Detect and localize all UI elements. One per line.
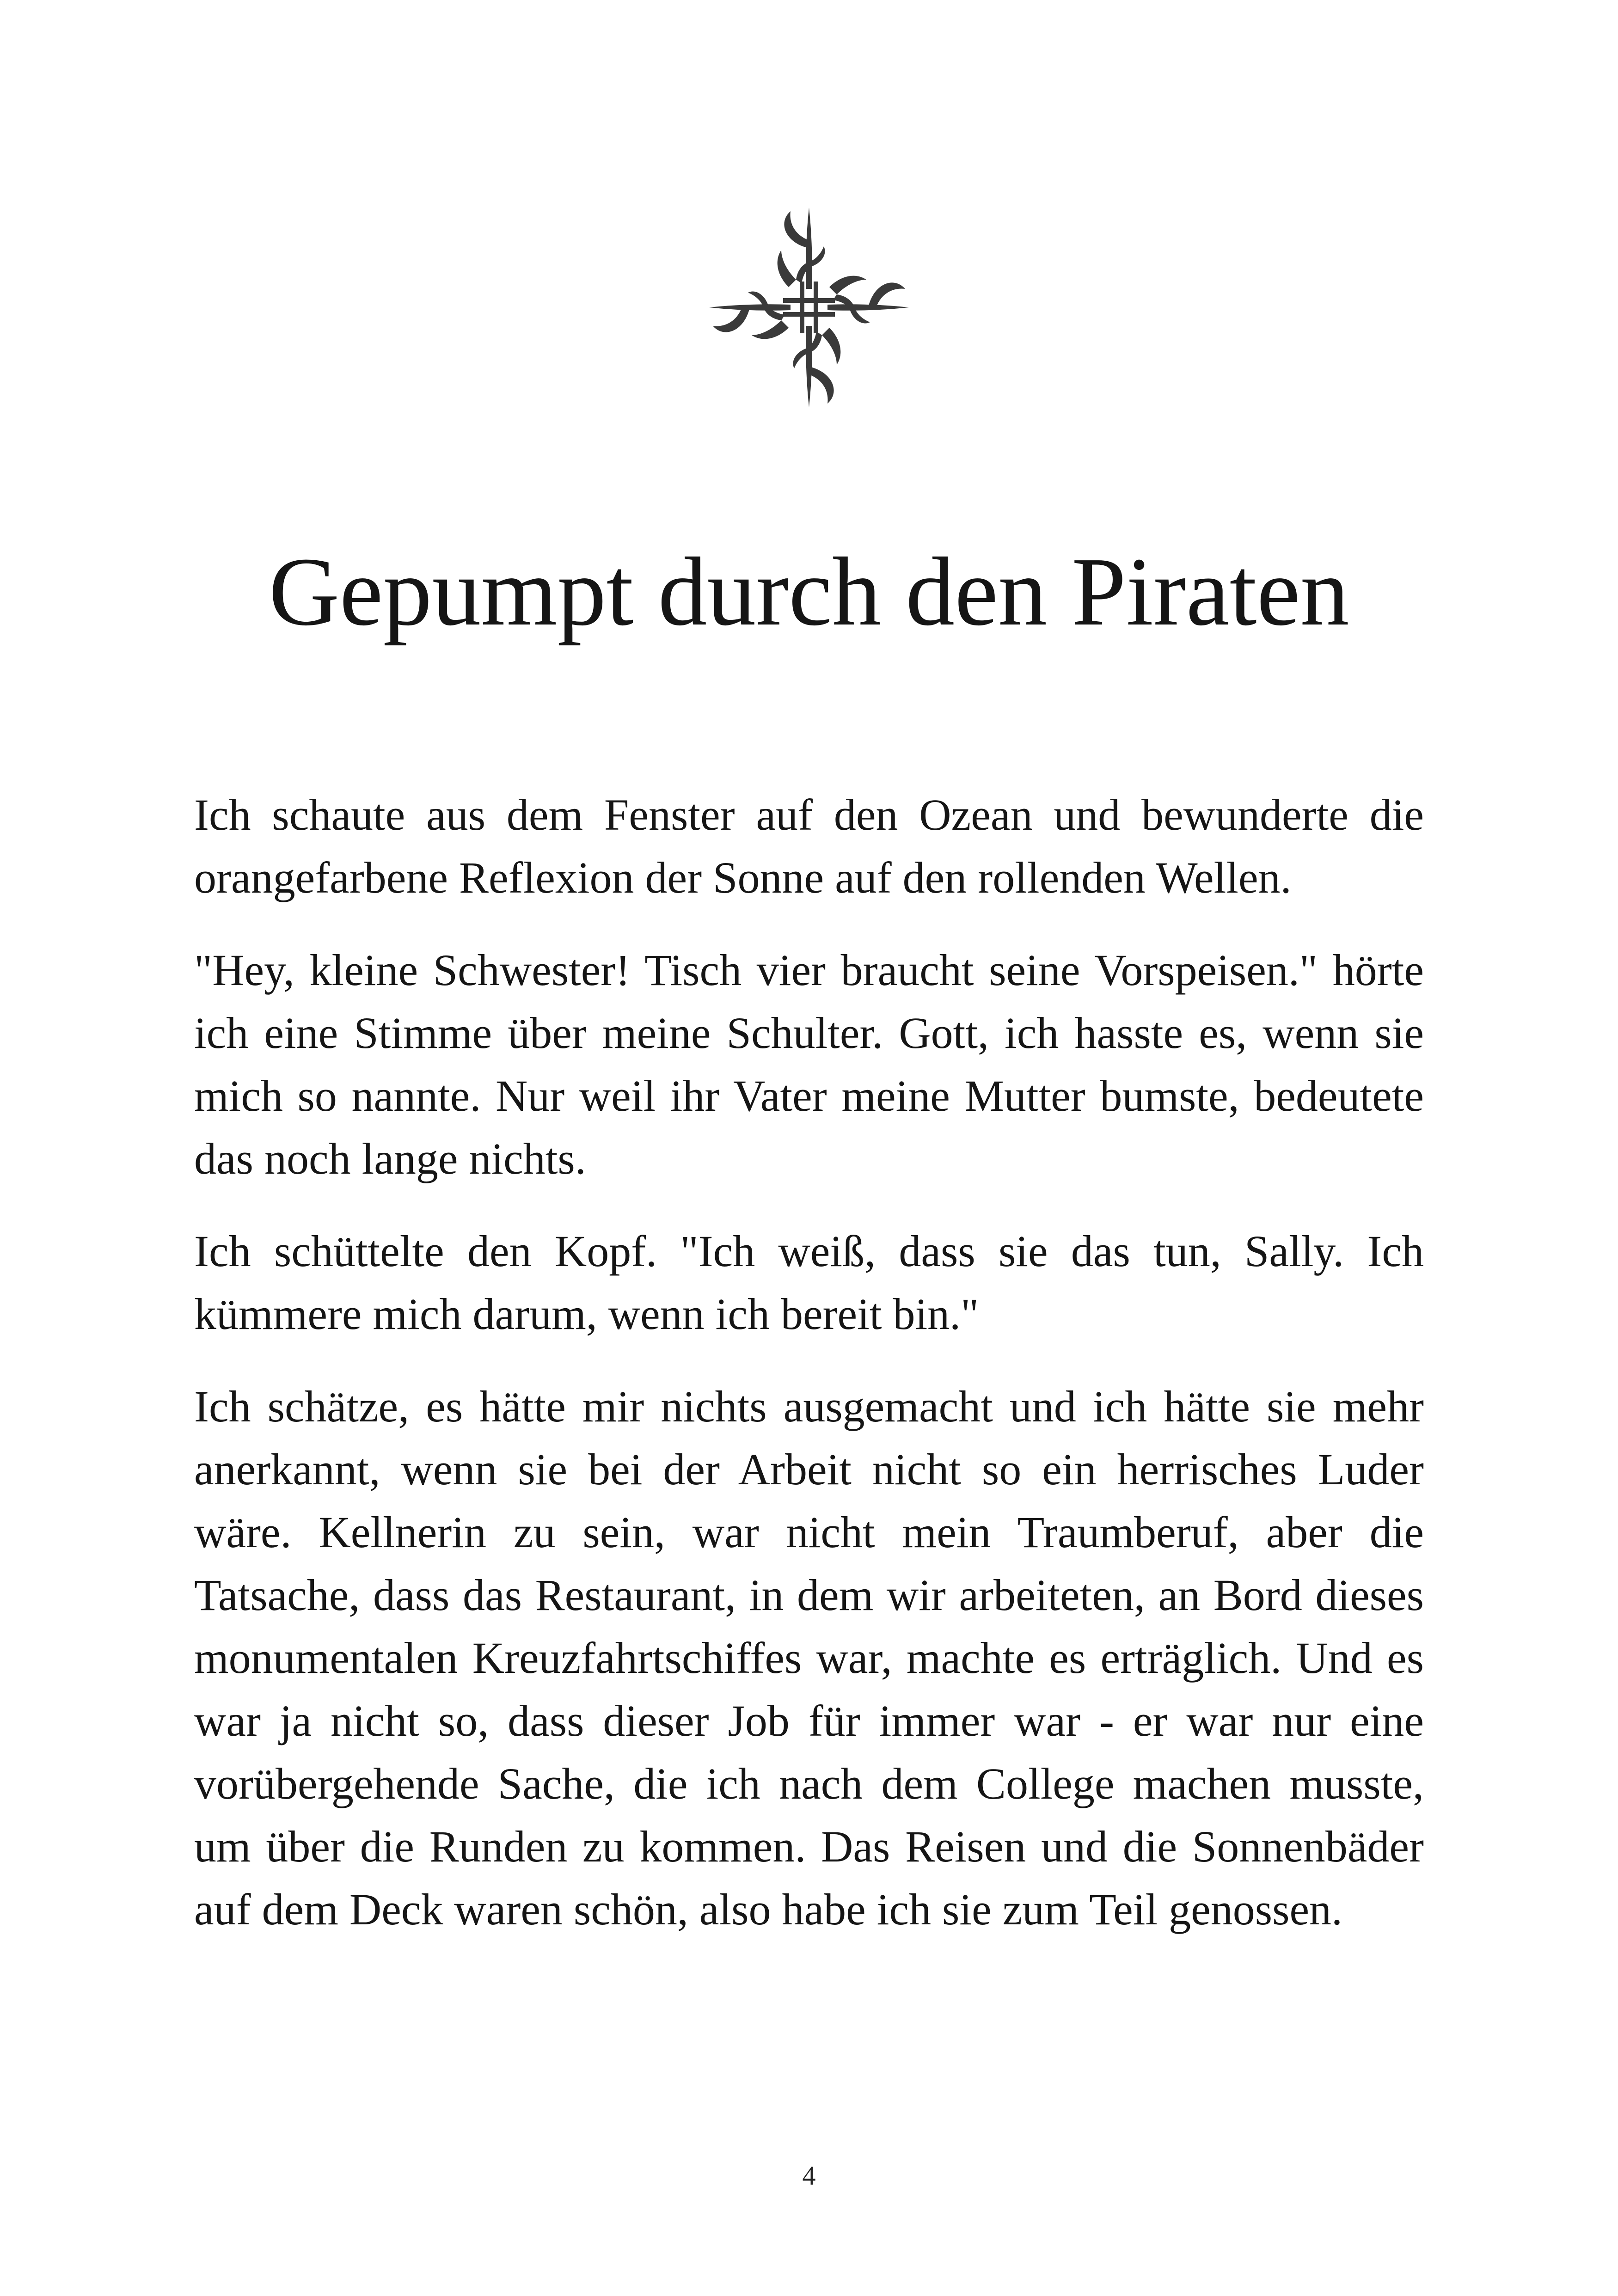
chapter-title: Gepumpt durch den Piraten <box>269 537 1349 646</box>
floral-cross-ornament-icon <box>707 203 911 411</box>
chapter-body <box>194 784 1424 1971</box>
paragraph: Ich schaute aus dem Fenster auf den Ozean und bewunderte die orangefarbene Reflexion der Sonne auf den rollenden Wellen. <box>194 790 1424 902</box>
paragraph: "Hey, kleine Schwester! Tisch vier braucht seine Vorspeisen." hörte ich eine Stimme über meine Schulter. Gott, ich hasste es, wenn sie mich so nannte. Nur weil ihr Vater meine Mutter bumste, bedeutete das noch lange nichts. <box>194 945 1424 1183</box>
page-number: 4 <box>802 2161 816 2191</box>
paragraph: Ich schätze, es hätte mir nichts ausgemacht und ich hätte sie mehr anerkannt, wenn sie bei der Arbeit nicht so ein herrisches Luder wäre. Kellnerin zu sein, war nicht mein Traumberuf, aber die Tatsache, dass das Restaurant, in dem wir arbeiteten, an Bord dieses monumentalen Kreuzfahrtschiffes war, machte es erträglich. Und es war ja nicht so, dass dieser Job für immer war - er war nur eine vorübergehende Sache, die ich nach dem College machen musste, um über die Runden zu kommen. Das Reisen und die Sonnenbäder auf dem Deck waren schön, also habe ich sie zum Teil genossen. <box>194 1382 1424 1934</box>
paragraph: Ich schüttelte den Kopf. "Ich weiß, dass sie das tun, Sally. Ich kümmere mich darum, wenn ich bereit bin." <box>194 1226 1424 1339</box>
